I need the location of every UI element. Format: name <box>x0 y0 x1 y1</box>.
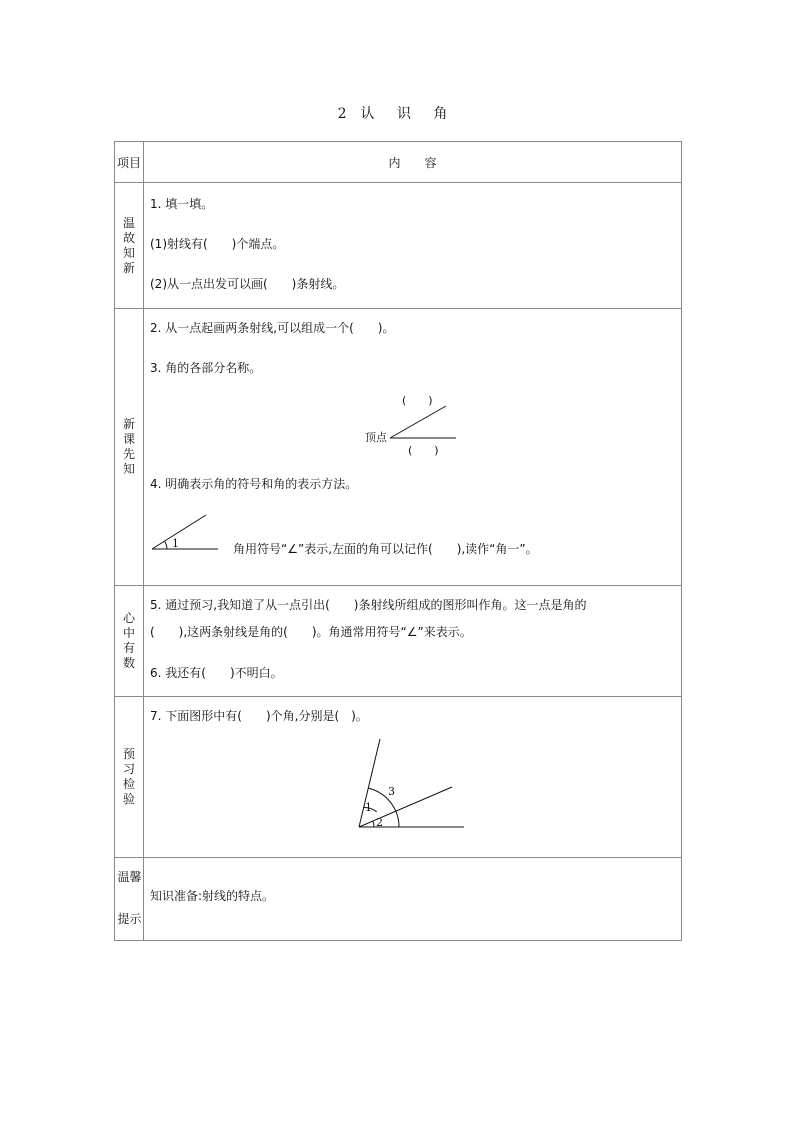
tip-label: 温馨 提示 <box>115 858 144 941</box>
tip-text: 知识准备:射线的特点。 <box>150 889 275 903</box>
lesson-title: 认 识 角 <box>360 106 457 122</box>
worksheet-table <box>114 141 682 941</box>
mind-content <box>144 586 682 697</box>
question-4-text: 角用符号“∠”表示,左面的角可以记作( ),读作“角一”。 <box>233 542 538 556</box>
question-4: 4. 明确表示角的符号和角的表示方法。 <box>150 477 358 491</box>
mind-label: 心 中 有 数 <box>115 586 144 697</box>
question-5-line2: ( ),这两条射线是角的( )。角通常用符号“∠”来表示。 <box>150 625 472 639</box>
header-item: 项目 <box>115 142 144 183</box>
multi-angle-diagram <box>352 737 472 839</box>
question-7: 7. 下面图形中有( )个角,分别是( )。 <box>150 709 368 723</box>
preview-row <box>115 309 682 586</box>
lesson-number: 2 <box>337 106 347 122</box>
question-3: 3. 角的各部分名称。 <box>150 361 262 375</box>
question-1: 1. 填一填。 <box>150 197 214 211</box>
review-label: 温 故 知 新 <box>115 183 144 309</box>
review-content <box>144 183 682 309</box>
question-5-line1: 5. 通过预习,我知道了从一点引出( )条射线所组成的图形叫作角。这一点是角的 <box>150 598 587 612</box>
tip-content <box>144 858 682 941</box>
angle-one-label: 1 <box>172 537 179 550</box>
header-row <box>115 142 682 183</box>
angle-one-diagram <box>150 509 222 557</box>
angle-label-3: 3 <box>388 785 395 798</box>
question-2: 2. 从一点起画两条射线,可以组成一个( )。 <box>150 321 395 335</box>
mind-row <box>115 586 682 697</box>
check-content <box>144 697 682 858</box>
review-row <box>115 183 682 309</box>
preview-label: 新 课 先 知 <box>115 309 144 586</box>
tip-row <box>115 858 682 941</box>
side-blank-bottom: ( ) <box>408 444 439 457</box>
vertex-label: 顶点 <box>365 431 387 444</box>
side-blank-top: ( ) <box>402 394 433 407</box>
check-label: 预 习 检 验 <box>115 697 144 858</box>
header-content: 内 容 <box>144 142 682 183</box>
angle-label-1: 1 <box>365 801 372 814</box>
check-row <box>115 697 682 858</box>
page-title <box>0 103 794 123</box>
preview-content <box>144 309 682 586</box>
question-6: 6. 我还有( )不明白。 <box>150 666 283 680</box>
angle-label-2: 2 <box>376 816 383 829</box>
question-1b: (2)从一点出发可以画( )条射线。 <box>150 277 345 291</box>
question-1a: (1)射线有( )个端点。 <box>150 237 285 251</box>
